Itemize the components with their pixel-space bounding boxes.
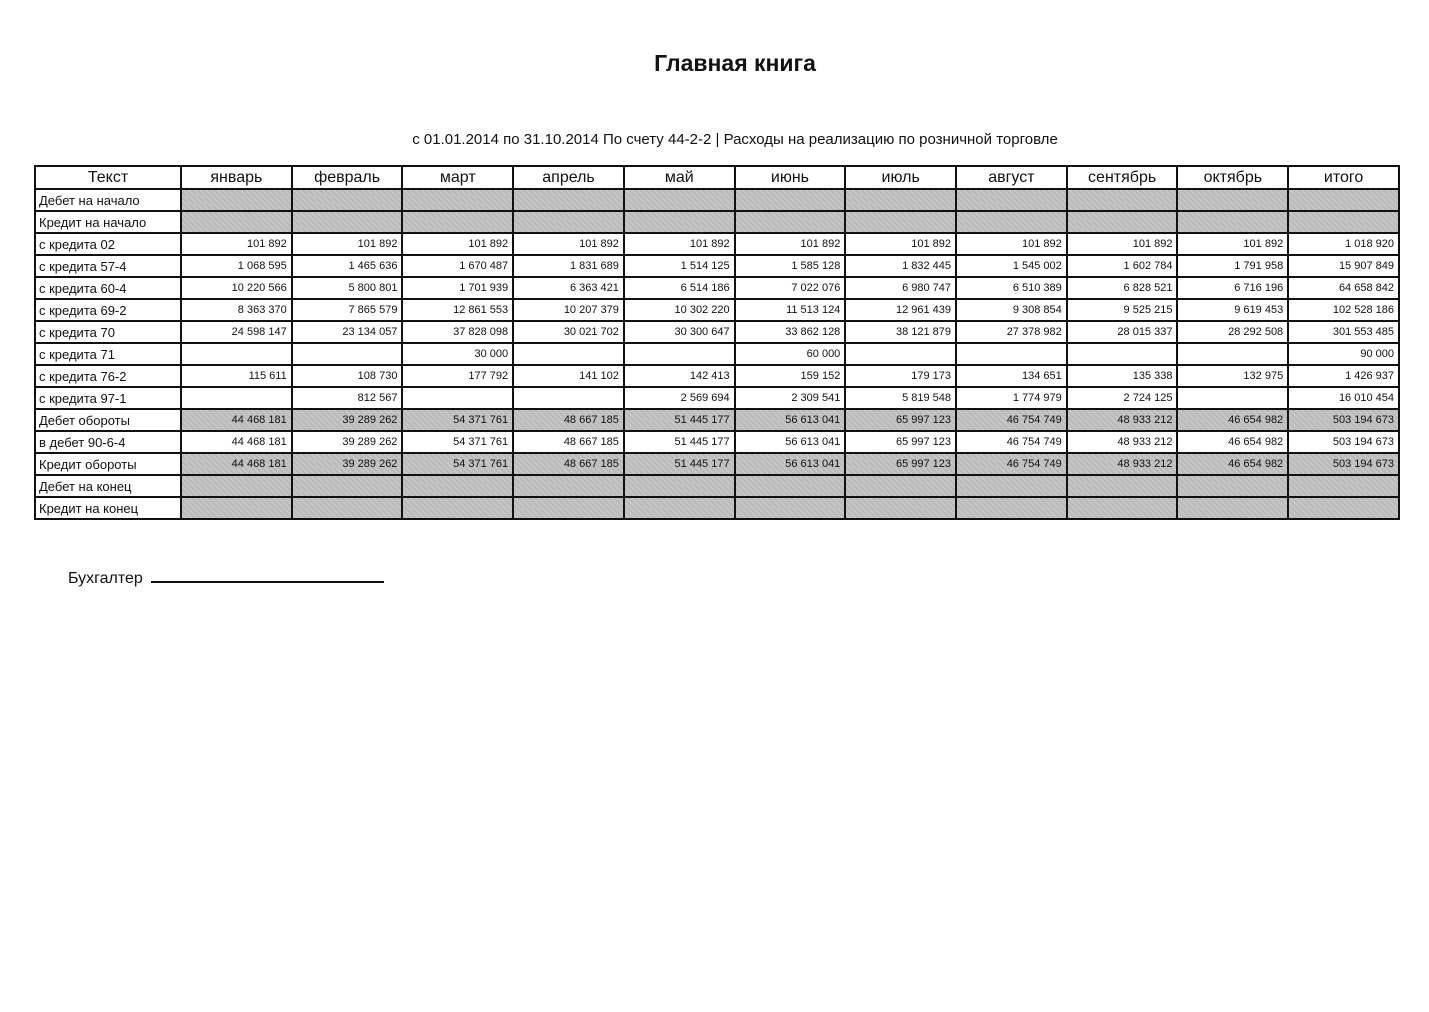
value-cell [956,475,1067,497]
value-cell [735,211,846,233]
total-cell: 503 194 673 [1288,453,1399,475]
value-cell: 132 975 [1177,365,1288,387]
row-label: с кредита 71 [35,343,181,365]
column-header: август [956,166,1067,189]
table-row [35,387,1399,409]
value-cell [513,497,624,519]
value-cell [624,497,735,519]
value-cell: 48 933 212 [1067,431,1178,453]
value-cell: 6 514 186 [624,277,735,299]
total-cell [1288,211,1399,233]
value-cell [624,343,735,365]
value-cell: 135 338 [1067,365,1178,387]
total-cell [1288,189,1399,211]
value-cell [402,475,513,497]
value-cell: 39 289 262 [292,431,403,453]
table-row [35,365,1399,387]
value-cell: 2 724 125 [1067,387,1178,409]
value-cell: 10 302 220 [624,299,735,321]
value-cell [181,475,292,497]
value-cell: 54 371 761 [402,453,513,475]
value-cell: 101 892 [1067,233,1178,255]
value-cell [1067,189,1178,211]
value-cell [845,211,956,233]
value-cell: 5 800 801 [292,277,403,299]
value-cell: 812 567 [292,387,403,409]
value-cell: 1 791 958 [1177,255,1288,277]
value-cell: 101 892 [735,233,846,255]
total-cell: 16 010 454 [1288,387,1399,409]
value-cell: 1 832 445 [845,255,956,277]
table-row [35,453,1399,475]
value-cell: 37 828 098 [402,321,513,343]
value-cell [513,475,624,497]
column-header: апрель [513,166,624,189]
value-cell: 1 585 128 [735,255,846,277]
value-cell: 101 892 [513,233,624,255]
value-cell: 23 134 057 [292,321,403,343]
table-row [35,431,1399,453]
value-cell: 101 892 [624,233,735,255]
value-cell: 11 513 124 [735,299,846,321]
value-cell [181,211,292,233]
value-cell [624,211,735,233]
value-cell: 27 378 982 [956,321,1067,343]
value-cell: 101 892 [845,233,956,255]
value-cell: 54 371 761 [402,431,513,453]
value-cell: 44 468 181 [181,431,292,453]
value-cell: 33 862 128 [735,321,846,343]
value-cell: 28 292 508 [1177,321,1288,343]
value-cell: 51 445 177 [624,409,735,431]
value-cell [845,189,956,211]
column-header: май [624,166,735,189]
value-cell: 1 465 636 [292,255,403,277]
value-cell: 101 892 [1177,233,1288,255]
value-cell: 48 933 212 [1067,409,1178,431]
row-label: в дебет 90-6-4 [35,431,181,453]
signature-block [68,567,384,588]
document-title: Главная книга [654,50,816,76]
value-cell: 65 997 123 [845,409,956,431]
value-cell: 56 613 041 [735,431,846,453]
value-cell: 9 525 215 [1067,299,1178,321]
value-cell: 1 545 002 [956,255,1067,277]
table-row [35,189,1399,211]
value-cell: 1 701 939 [402,277,513,299]
row-label: с кредита 69-2 [35,299,181,321]
value-cell: 51 445 177 [624,431,735,453]
value-cell [181,343,292,365]
table-row [35,211,1399,233]
value-cell [292,211,403,233]
value-cell: 6 716 196 [1177,277,1288,299]
value-cell: 1 670 487 [402,255,513,277]
total-cell: 102 528 186 [1288,299,1399,321]
table-row [35,409,1399,431]
value-cell: 44 468 181 [181,453,292,475]
value-cell: 1 831 689 [513,255,624,277]
value-cell: 141 102 [513,365,624,387]
row-label: с кредита 76-2 [35,365,181,387]
total-cell: 503 194 673 [1288,431,1399,453]
value-cell [513,189,624,211]
total-cell: 90 000 [1288,343,1399,365]
value-cell [1067,211,1178,233]
value-cell: 54 371 761 [402,409,513,431]
value-cell [1177,343,1288,365]
value-cell: 6 828 521 [1067,277,1178,299]
value-cell: 101 892 [956,233,1067,255]
value-cell [845,475,956,497]
value-cell [292,343,403,365]
value-cell [1177,387,1288,409]
value-cell: 30 000 [402,343,513,365]
signature-line [151,567,384,583]
value-cell: 1 068 595 [181,255,292,277]
value-cell [1177,211,1288,233]
value-cell: 12 861 553 [402,299,513,321]
value-cell: 134 651 [956,365,1067,387]
value-cell: 101 892 [181,233,292,255]
value-cell [735,497,846,519]
value-cell: 48 667 185 [513,409,624,431]
column-header: январь [181,166,292,189]
row-label: с кредита 70 [35,321,181,343]
table-row [35,321,1399,343]
value-cell: 39 289 262 [292,453,403,475]
row-label: с кредита 97-1 [35,387,181,409]
column-header-text: Текст [35,166,181,189]
row-label: с кредита 02 [35,233,181,255]
value-cell [402,497,513,519]
value-cell [735,189,846,211]
value-cell [956,497,1067,519]
value-cell: 24 598 147 [181,321,292,343]
value-cell [1067,497,1178,519]
value-cell: 28 015 337 [1067,321,1178,343]
value-cell: 30 300 647 [624,321,735,343]
value-cell [402,211,513,233]
value-cell: 56 613 041 [735,409,846,431]
total-cell: 503 194 673 [1288,409,1399,431]
value-cell [181,387,292,409]
value-cell [181,189,292,211]
value-cell: 48 933 212 [1067,453,1178,475]
value-cell: 9 308 854 [956,299,1067,321]
row-label: с кредита 60-4 [35,277,181,299]
value-cell: 1 514 125 [624,255,735,277]
column-header: июнь [735,166,846,189]
total-cell: 1 426 937 [1288,365,1399,387]
value-cell [402,387,513,409]
document-subtitle: с 01.01.2014 по 31.10.2014 По счету 44-2-2 | Расходы на реализацию по розничной торговле [412,131,1058,148]
value-cell [1177,475,1288,497]
value-cell: 46 654 982 [1177,409,1288,431]
value-cell [845,343,956,365]
column-header: февраль [292,166,403,189]
value-cell: 1 774 979 [956,387,1067,409]
value-cell: 46 754 749 [956,409,1067,431]
total-cell [1288,475,1399,497]
total-cell [1288,497,1399,519]
row-label: Кредит на конец [35,497,181,519]
signature-label: Бухгалтер [68,570,143,587]
value-cell: 12 961 439 [845,299,956,321]
total-cell: 64 658 842 [1288,277,1399,299]
value-cell: 7 865 579 [292,299,403,321]
value-cell: 48 667 185 [513,431,624,453]
column-header: июль [845,166,956,189]
header-row [35,166,1399,189]
column-header: сентябрь [1067,166,1178,189]
table-row [35,255,1399,277]
value-cell: 30 021 702 [513,321,624,343]
total-cell: 1 018 920 [1288,233,1399,255]
value-cell: 6 510 389 [956,277,1067,299]
value-cell [1067,343,1178,365]
value-cell: 7 022 076 [735,277,846,299]
table-row [35,497,1399,519]
value-cell: 115 611 [181,365,292,387]
value-cell: 46 754 749 [956,453,1067,475]
value-cell: 39 289 262 [292,409,403,431]
value-cell [624,475,735,497]
value-cell [513,343,624,365]
value-cell: 46 654 982 [1177,431,1288,453]
value-cell: 65 997 123 [845,431,956,453]
value-cell: 1 602 784 [1067,255,1178,277]
value-cell: 179 173 [845,365,956,387]
value-cell: 46 654 982 [1177,453,1288,475]
value-cell: 142 413 [624,365,735,387]
row-label: Дебет обороты [35,409,181,431]
total-cell: 301 553 485 [1288,321,1399,343]
value-cell: 65 997 123 [845,453,956,475]
value-cell: 101 892 [292,233,403,255]
value-cell [292,189,403,211]
value-cell [513,387,624,409]
row-label: Кредит обороты [35,453,181,475]
value-cell [402,189,513,211]
value-cell: 2 569 694 [624,387,735,409]
value-cell: 48 667 185 [513,453,624,475]
value-cell: 177 792 [402,365,513,387]
value-cell [735,475,846,497]
value-cell: 8 363 370 [181,299,292,321]
ledger-table [34,165,1400,520]
value-cell [181,497,292,519]
column-header: март [402,166,513,189]
value-cell: 2 309 541 [735,387,846,409]
table-row [35,299,1399,321]
value-cell: 51 445 177 [624,453,735,475]
table-row [35,343,1399,365]
column-header: октябрь [1177,166,1288,189]
value-cell: 6 980 747 [845,277,956,299]
value-cell: 46 754 749 [956,431,1067,453]
row-label: Кредит на начало [35,211,181,233]
value-cell: 60 000 [735,343,846,365]
value-cell: 159 152 [735,365,846,387]
column-header: итого [1288,166,1399,189]
value-cell: 10 207 379 [513,299,624,321]
value-cell: 44 468 181 [181,409,292,431]
value-cell [956,211,1067,233]
value-cell: 38 121 879 [845,321,956,343]
value-cell: 108 730 [292,365,403,387]
value-cell [1177,497,1288,519]
value-cell: 101 892 [402,233,513,255]
row-label: с кредита 57-4 [35,255,181,277]
value-cell: 6 363 421 [513,277,624,299]
value-cell [845,497,956,519]
value-cell: 56 613 041 [735,453,846,475]
value-cell [1177,189,1288,211]
table-row [35,277,1399,299]
table-row [35,475,1399,497]
value-cell [513,211,624,233]
value-cell [956,189,1067,211]
total-cell: 15 907 849 [1288,255,1399,277]
value-cell: 5 819 548 [845,387,956,409]
value-cell [956,343,1067,365]
value-cell: 9 619 453 [1177,299,1288,321]
row-label: Дебет на конец [35,475,181,497]
ledger-body [35,189,1399,519]
value-cell [624,189,735,211]
table-row [35,233,1399,255]
value-cell [292,497,403,519]
value-cell [292,475,403,497]
value-cell [1067,475,1178,497]
row-label: Дебет на начало [35,189,181,211]
value-cell: 10 220 566 [181,277,292,299]
